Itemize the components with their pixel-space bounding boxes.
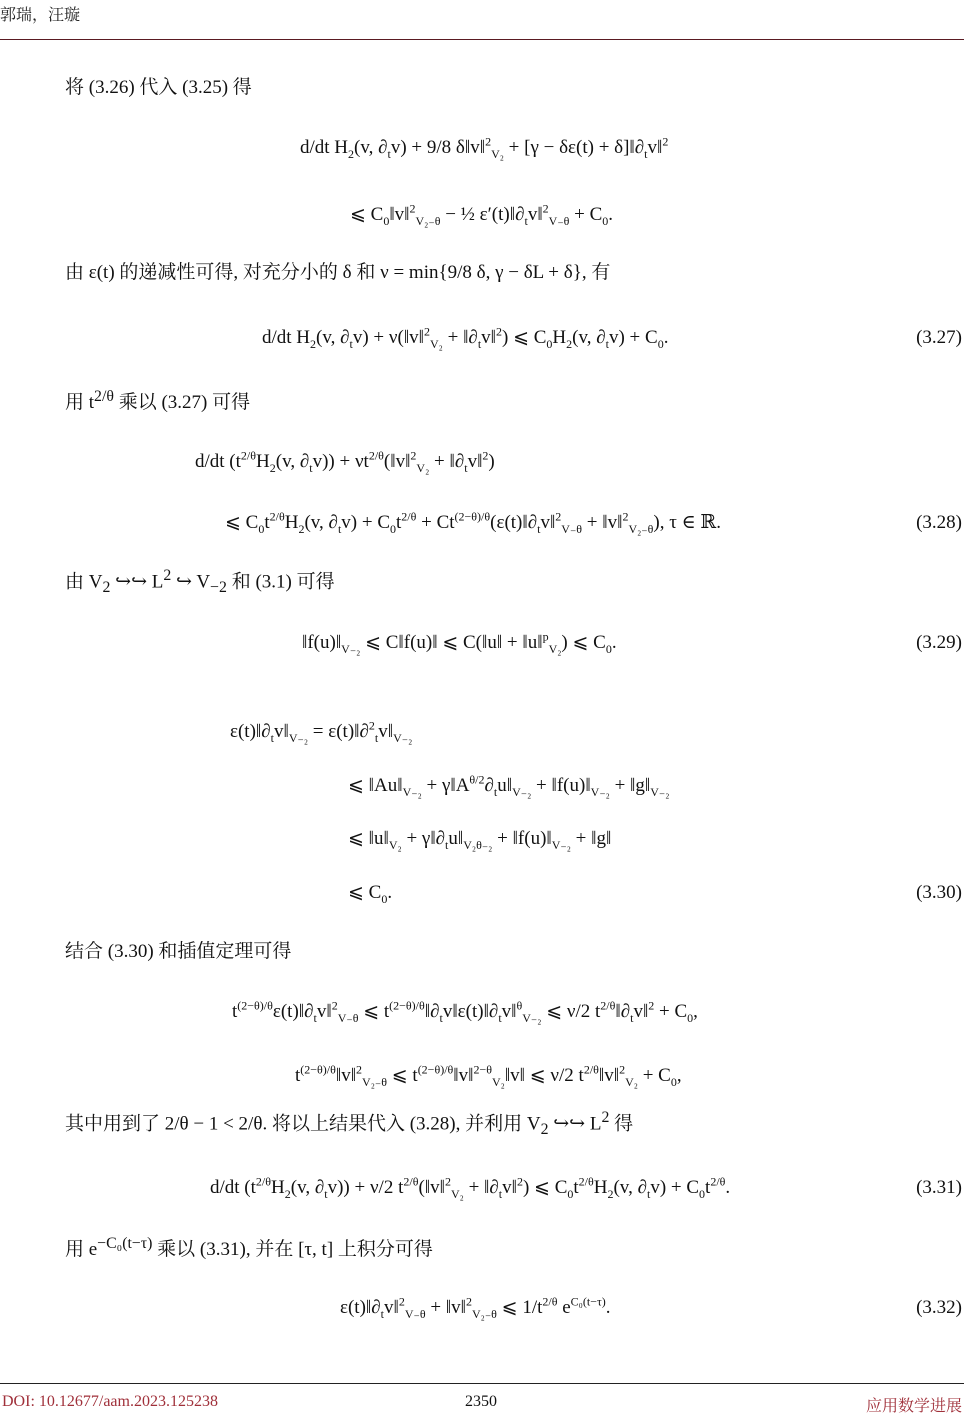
text-line: 用 $t^{2/\theta}$ 乘以 (3.27) 可得 (65, 387, 251, 414)
running-header-authors: 郭瑞，汪璇 (0, 7, 81, 24)
text-line: 由 $V_2$ ↪↪ $L^2$ ↪ $V_{-2}$ 和 (3.1) 可得 (65, 566, 335, 597)
equation-3-32: $\varepsilon(t)‖\partial_tv‖^2_{V_-\theta}$ + ‖v‖$^2_{V_{2-}\theta}$ ⩽ $1/t^{2/\theta}$ $e^{C_0(t-\tau)}$. (340, 1294, 611, 1321)
equation-line: d/dt $H_2(v$, $\partial_tv) + 9/8$ δ‖v‖$^2_{V_2}$ + $[\gamma - \delta\varepsilon(t) + \delta]‖\partial_tv‖^2$ (300, 134, 669, 161)
header-rule (0, 39, 964, 40)
text-line: 用 $e^{-C_0(t-\tau)}$ 乘以 (3.31), 并在 [τ, t] 上积分可得 (65, 1234, 433, 1261)
text-line: 其中用到了 2/θ − 1 < 2/θ. 将以上结果代入 (3.28), 并利用 $V_2$ ↪↪ $L^2$ 得 (65, 1108, 634, 1139)
equation-number: (3.27) (916, 327, 962, 348)
text-line: 结合 (3.30) 和插值定理可得 (65, 941, 292, 962)
footer-rule (0, 1383, 964, 1384)
equation-3-30: ⩽ $C_0$. (348, 882, 393, 906)
equation-line: $t^{(2-\theta)/\theta}\varepsilon(t)‖\partial_tv‖^2_{V_-\theta}$ ⩽ $t^{(2-\theta)/\theta}‖\partial_tv‖\varepsilon(t)‖\partial_tv‖^\theta_{V_{-2}}$ ⩽ ν/2 $t^{2/\theta}‖\partial_tv‖^2 + C_0$, (232, 998, 698, 1025)
equation-number: (3.29) (916, 632, 962, 653)
equation-number: (3.31) (916, 1177, 962, 1198)
equation-line: ⩽ $‖Au‖_{V_{-2}}$ + $\gamma‖A^{\theta/2}\partial_tu‖_{V_{-2}}$ + $‖f(u)‖_{V_{-2}}$ + $‖g‖_{V_{-2}}$ (348, 772, 670, 799)
equation-3-29: $‖f(u)‖_{V_{-2}}$ ⩽ C‖f(u)‖ ⩽ C(‖u‖ + ‖u‖$^p_{V_2}$) ⩽ $C_0$. (302, 629, 617, 656)
equation-3-31: d/dt ($t^{2/\theta}H_2(v$, $\partial_tv)) + \nu/2$ $t^{2/\theta}(‖v‖^2_{V_2}$ + $‖\partial_tv‖^2$) ⩽ $C_0t^{2/\theta}H_2(v$, $\partial_tv) + C_0t^{2/\theta}$. (210, 1174, 731, 1201)
equation-line: d/dt ($t^{2/\theta}H_2(v$, $\partial_tv$)) + $\nu t^{2/\theta}(‖v‖^2_{V_2}$ + $‖\partial_tv‖^2$) (195, 448, 495, 475)
footer-doi-link[interactable]: DOI: 10.12677/aam.2023.125238 (2, 1393, 218, 1410)
equation-number: (3.30) (916, 882, 962, 903)
equation-number: (3.28) (916, 512, 962, 533)
footer-journal-name: 应用数学进展 (865, 1398, 962, 1415)
equation-line: $t^{(2-\theta)/\theta}‖v‖^2_{V_{2-}\theta}$ ⩽ $t^{(2-\theta)/\theta}‖v‖^{2-\theta}_{V_2}‖v‖$ ⩽ ν/2 $t^{2/\theta}‖v‖^2_{V_2} + C_0$, (295, 1062, 682, 1089)
equation-3-27: d/dt $H_2(v$, $\partial_tv$) + ν(‖v‖$^2_{V_2}$ + $‖\partial_tv‖^2$) ⩽ $C_0H_2(v$, $\partial_tv) + C_0$. (262, 324, 669, 351)
equation-3-28: ⩽ $C_0t^{2/\theta}H_2(v$, $\partial_tv) + C_0t^{2/\theta}$ + $Ct^{(2-\theta)/\theta}(\varepsilon(t)‖\partial_tv‖^2_{V_-\theta}$ + ‖v‖$^2_{V_{2-}\theta}$), τ ∈ ℝ. (225, 509, 721, 536)
equation-number: (3.32) (916, 1297, 962, 1318)
equation-line: ⩽ $‖u‖_{V_2}$ + $\gamma‖\partial_tu‖_{V_2\theta_{-2}}$ + $‖f(u)‖_{V_{-2}}$ + ‖g‖ (348, 828, 612, 852)
equation-line: $\varepsilon(t)‖\partial_tv‖_{V_{-2}}$ = $\varepsilon(t)‖\partial^2_tv‖_{V_{-2}}$ (230, 718, 413, 745)
text-line: 将 (3.26) 代入 (3.25) 得 (65, 77, 252, 98)
page-number: 2350 (465, 1393, 497, 1410)
equation-line: ⩽ $C_0‖v‖^2_{V_{2-}\theta}$ − ½ $\varepsilon'(t)‖\partial_tv‖^2_{V_-\theta} + C_0$. (350, 201, 614, 228)
text-line: 由 ε(t) 的递减性可得, 对充分小的 δ 和 ν = min{9/8 δ, γ − δL + δ}, 有 (65, 262, 611, 283)
